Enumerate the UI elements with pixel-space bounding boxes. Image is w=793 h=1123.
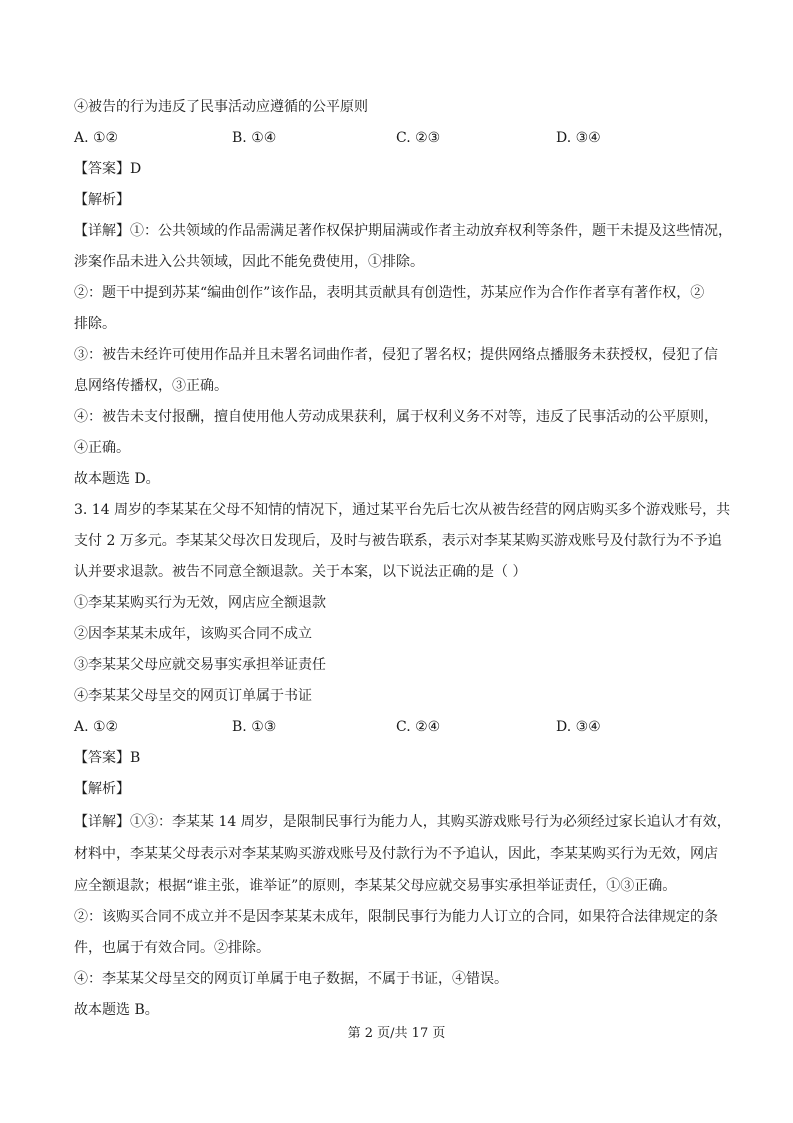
analysis-heading: 【解析】: [74, 192, 130, 208]
detail-line: ④：李某某父母呈交的网页订单属于电子数据，不属于书证，④错误。: [74, 971, 508, 987]
conclusion-line: 故本题选 D。: [74, 471, 160, 487]
detail-line: ②：该购买合同不成立并不是因李某某未成年，限制民事行为能力人订立的合同，如果符合法律规定的条: [74, 909, 718, 925]
detail-line: 【详解】①③：李某某 14 周岁，是限制民事行为能力人，其购买游戏账号行为必须经过家长追认才有效，: [74, 814, 731, 830]
page-footer: 第 2 页/共 17 页: [347, 1026, 446, 1041]
option-a: A. ①②: [74, 719, 119, 735]
analysis-heading: 【解析】: [74, 781, 130, 797]
detail-line: ④：被告未支付报酬，擅自使用他人劳动成果获利，属于权利义务不对等，违反了民事活动的公平原则，: [74, 409, 718, 425]
detail-line: ④正确。: [74, 440, 130, 456]
detail-line: ③：被告未经许可使用作品并且未署名词曲作者，侵犯了署名权；提供网络点播服务未获授权，侵犯了信: [74, 347, 718, 363]
question-3-stem: 认并要求退款。被告不同意全额退款。关于本案，以下说法正确的是（ ）: [74, 564, 527, 580]
answer-line: 【答案】B: [74, 750, 141, 766]
detail-line: 【详解】①：公共领域的作品需满足著作权保护期届满或作者主动放弃权利等条件，题干未提及这些情况，: [74, 223, 732, 239]
conclusion-line: 故本题选 B。: [74, 1002, 159, 1018]
options-row-1: [74, 128, 714, 148]
answer-line: 【答案】D: [74, 161, 142, 177]
statement-4: ④被告的行为违反了民事活动应遵循的公平原则: [74, 99, 368, 115]
option-b: B. ①④: [232, 130, 277, 146]
option-b: B. ①③: [232, 719, 277, 735]
detail-line: 排除。: [74, 316, 116, 332]
detail-line: 材料中，李某某父母表示对李某某购买游戏账号及付款行为不予追认，因此，李某某购买行为无效，网店: [74, 846, 718, 862]
statement: ③李某某父母应就交易事实承担举证责任: [74, 657, 326, 673]
detail-line: 涉案作品未进入公共领域，因此不能免费使用，①排除。: [74, 254, 424, 270]
question-3-stem: 支付 2 万多元。李某某父母次日发现后，及时与被告联系，表示对李某某购买游戏账号及付款行为不予追: [74, 533, 722, 549]
statement: ④李某某父母呈交的网页订单属于书证: [74, 688, 312, 704]
option-d: D. ③④: [556, 130, 601, 146]
option-d: D. ③④: [556, 719, 601, 735]
statement: ①李某某购买行为无效，网店应全额退款: [74, 595, 326, 611]
option-c: C. ②④: [396, 719, 441, 735]
detail-line: ②：题干中提到苏某“编曲创作”该作品，表明其贡献具有创造性，苏某应作为合作作者享有著作权，②: [74, 285, 705, 301]
statement: ②因李某某未成年，该购买合同不成立: [74, 626, 312, 642]
detail-line: 息网络传播权，③正确。: [74, 378, 228, 394]
option-a: A. ①②: [74, 130, 119, 146]
options-row-2: [74, 717, 714, 737]
question-3-stem: 3. 14 周岁的李某某在父母不知情的情况下，通过某平台先后七次从被告经营的网店购买多个游戏账号，共: [74, 502, 731, 518]
detail-line: 应全额退款；根据“谁主张，谁举证”的原则，李某某父母应就交易事实承担举证责任，①③正确。: [74, 878, 677, 894]
option-c: C. ②③: [396, 130, 441, 146]
detail-line: 件，也属于有效合同。②排除。: [74, 940, 270, 956]
